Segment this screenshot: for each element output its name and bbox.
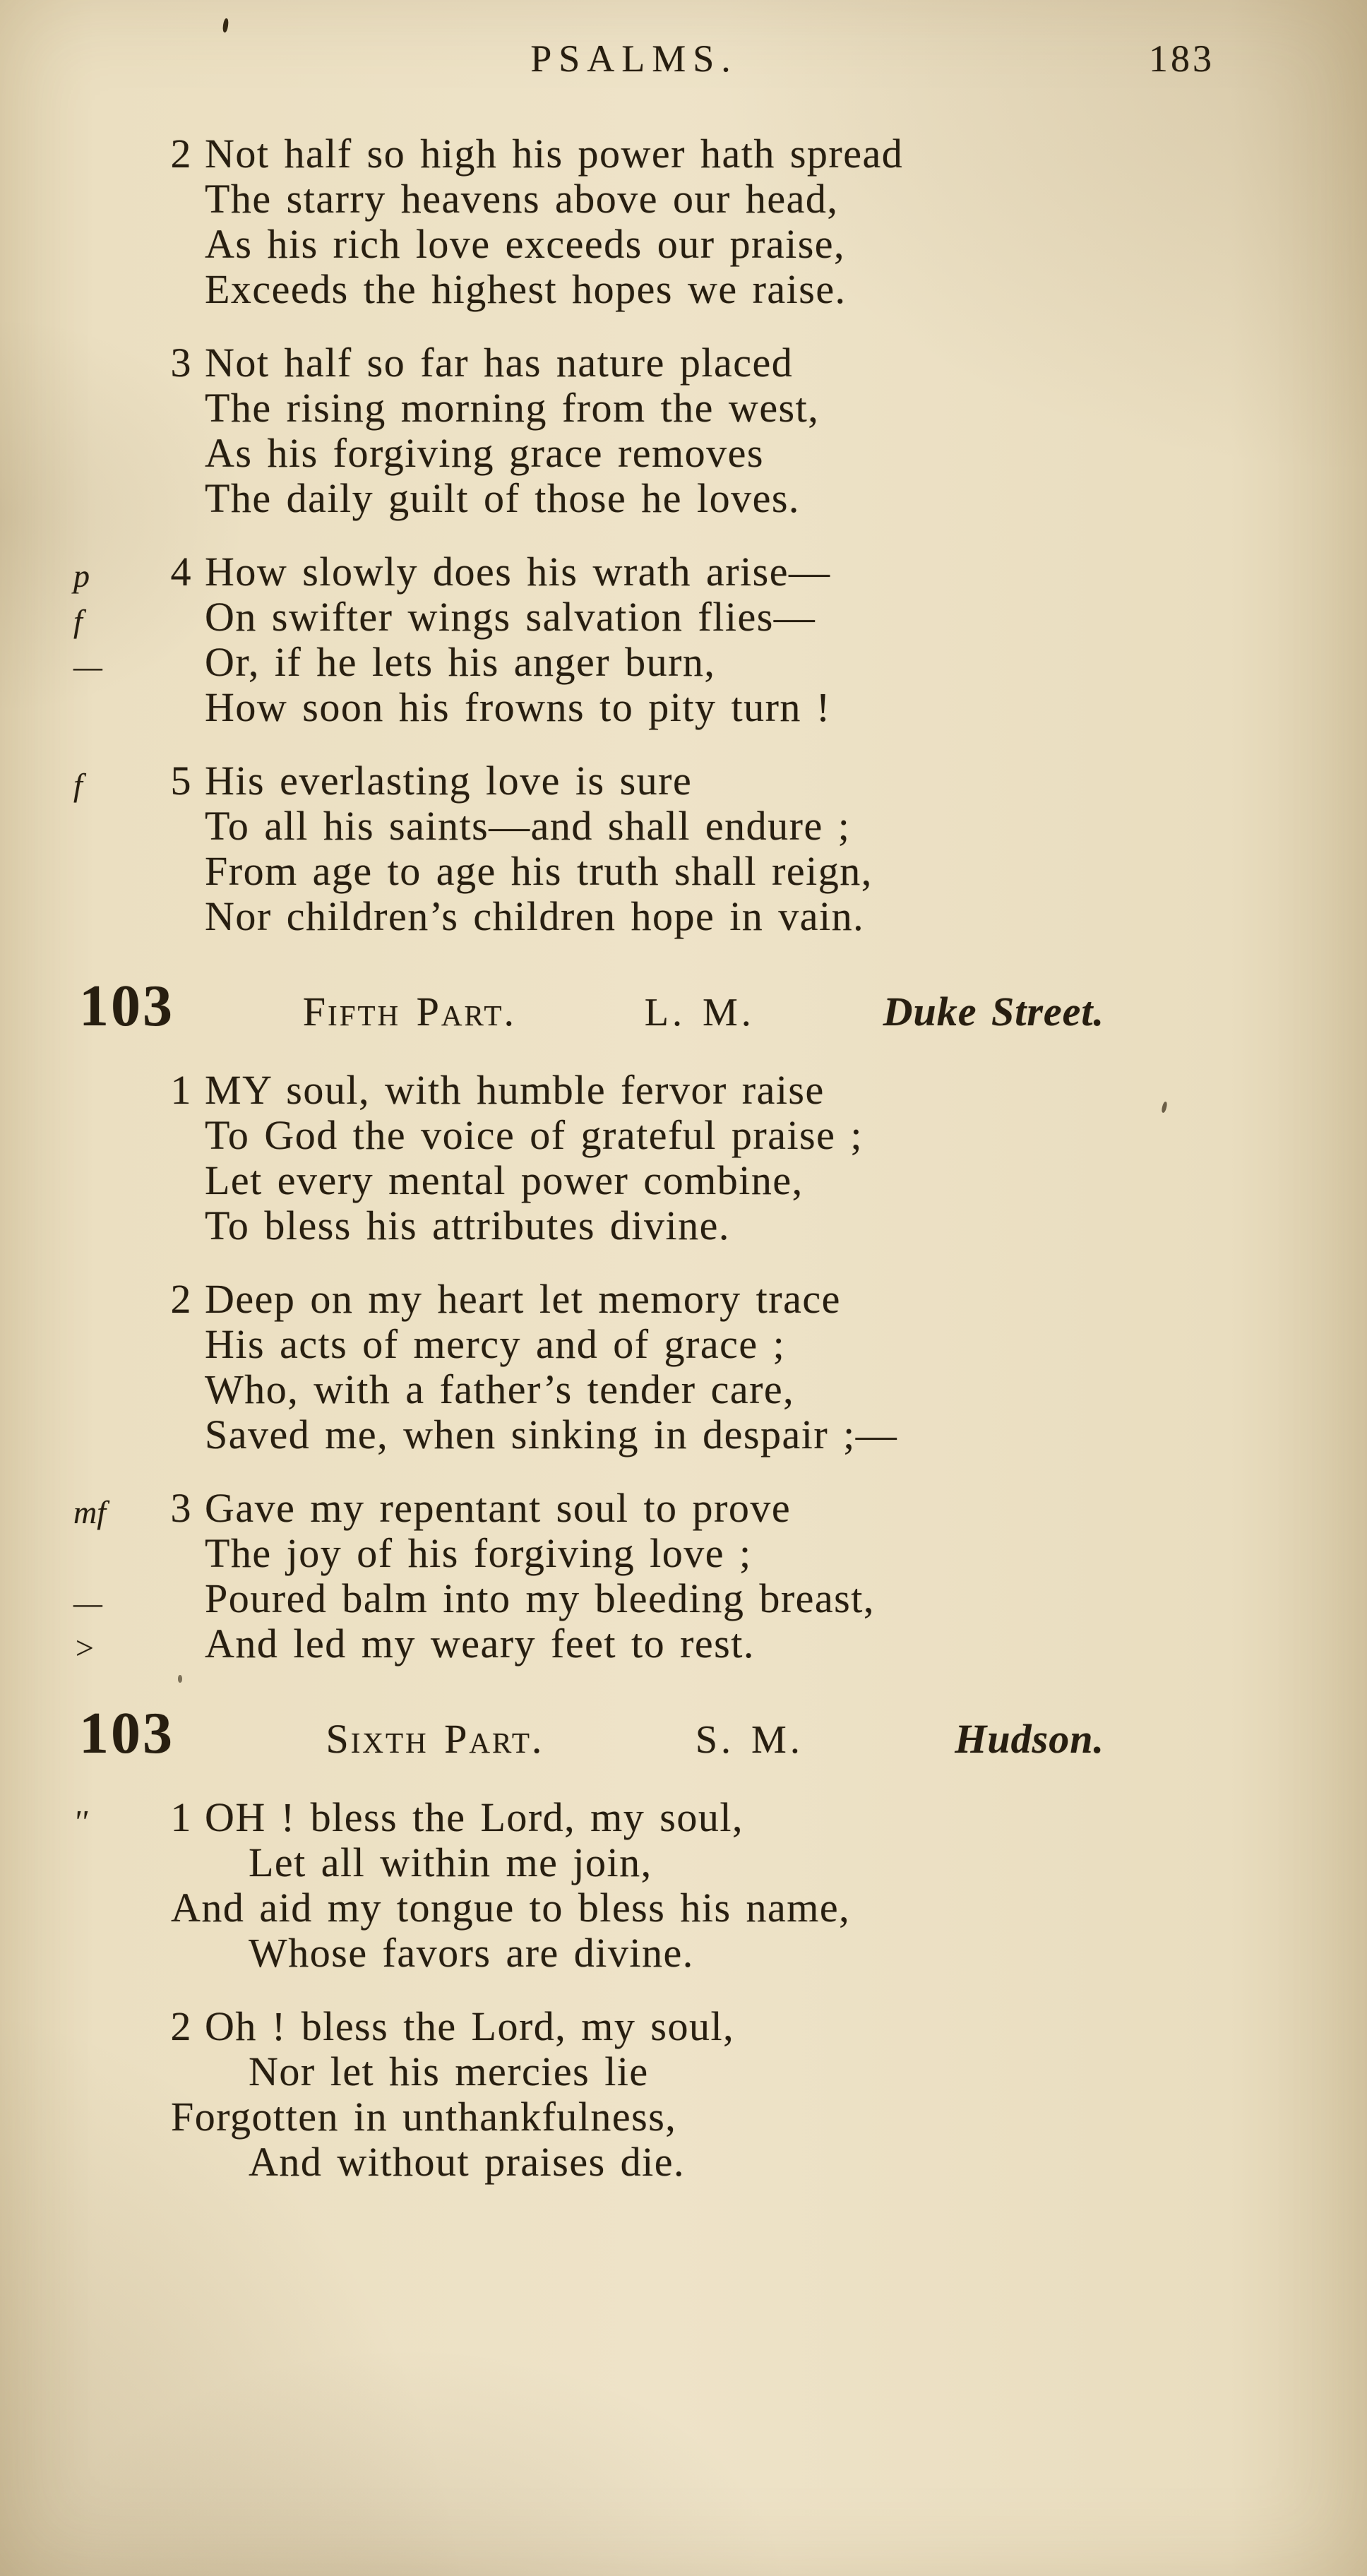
- dynamic-mark: —: [73, 1585, 102, 1621]
- verse-text: Not half so high his power hath spread: [205, 131, 904, 177]
- verse-text: Let every mental power combine,: [205, 1157, 804, 1203]
- running-title: PSALMS.: [530, 37, 738, 80]
- verse-text: From age to age his truth shall reign,: [205, 848, 873, 894]
- verse-text: On swifter wings salvation flies—: [205, 594, 816, 640]
- verse-text: Nor let his mercies lie: [249, 2049, 649, 2094]
- verse-line: [0, 431, 1367, 476]
- verse-text: Saved me, when sinking in despair ;—: [205, 1412, 898, 1457]
- verse-line: [0, 595, 1367, 640]
- verse-line: [0, 2004, 1367, 2049]
- verse-text: Let all within me join,: [249, 1839, 652, 1885]
- hymn-tune: Hudson.: [955, 1716, 1104, 1762]
- verse-text: To bless his attributes divine.: [205, 1203, 730, 1248]
- verse-line: [0, 1113, 1367, 1158]
- dynamic-mark: p: [73, 558, 90, 594]
- verse-number: 1: [170, 1794, 192, 1840]
- verse-text: How soon his frowns to pity turn !: [205, 684, 831, 730]
- verse-line: [0, 476, 1367, 521]
- verse-line: [0, 177, 1367, 222]
- dynamic-mark: '': [73, 1803, 88, 1839]
- verse-line: [0, 2140, 1367, 2185]
- verse-line: [0, 685, 1367, 730]
- hymn-number: 103: [79, 1700, 174, 1766]
- verse: [0, 131, 1367, 312]
- verse-text: Or, if he lets his anger burn,: [205, 639, 716, 685]
- verse-line: [0, 267, 1367, 312]
- verse-text: And without praises die.: [249, 2139, 686, 2185]
- page-number: 183: [1149, 37, 1214, 80]
- verse-text: Deep on my heart let memory trace: [205, 1276, 841, 1322]
- verse-line: [0, 1068, 1367, 1113]
- verse-number: 3: [170, 340, 192, 386]
- verse-line: [0, 1621, 1367, 1666]
- verse-line: [0, 340, 1367, 386]
- hymn-number: 103: [79, 973, 174, 1039]
- verse-text: How slowly does his wrath arise—: [205, 549, 831, 595]
- verse-text: To God the voice of grateful praise ;: [205, 1112, 863, 1158]
- verse-text: Nor children’s children hope in vain.: [205, 893, 865, 939]
- verse-line: [0, 1840, 1367, 1885]
- hymn-tune: Duke Street.: [883, 989, 1104, 1034]
- dynamic-mark: f: [73, 603, 83, 639]
- verse-line: [0, 1931, 1367, 1976]
- verse-line: [0, 1322, 1367, 1367]
- verse: [0, 340, 1367, 521]
- verse-line: [0, 1576, 1367, 1621]
- verse-text: The daily guilt of those he loves.: [205, 475, 800, 521]
- verse-text: The rising morning from the west,: [205, 385, 820, 431]
- verse-line: [0, 804, 1367, 849]
- verse-text: The joy of his forgiving love ;: [205, 1530, 752, 1576]
- verse-number: 2: [170, 131, 192, 177]
- verse-number: 5: [170, 758, 192, 804]
- verse-text: As his rich love exceeds our praise,: [205, 221, 846, 267]
- verse-text: As his forgiving grace removes: [205, 430, 764, 476]
- verse-text: The starry heavens above our head,: [205, 176, 839, 222]
- verse-text: Forgotten in unthankfulness,: [171, 2094, 677, 2140]
- hymn-part: Fifth Part.: [302, 989, 516, 1034]
- verse-line: [0, 758, 1367, 804]
- dynamic-mark: f: [73, 767, 83, 803]
- verse: [0, 758, 1367, 939]
- verse: [0, 549, 1367, 730]
- verse-text: Poured balm into my bleeding breast,: [205, 1575, 875, 1621]
- verse-number: 2: [170, 2003, 192, 2049]
- running-head: [0, 0, 1367, 88]
- verse-text: Not half so far has nature placed: [205, 340, 794, 386]
- verse-line: [0, 1486, 1367, 1531]
- dynamic-mark: —: [73, 648, 102, 684]
- verse-line: [0, 131, 1367, 177]
- verse-line: [0, 849, 1367, 894]
- verse-text: Gave my repentant soul to prove: [205, 1485, 792, 1531]
- hymn-heading: [0, 973, 1367, 1039]
- verse-line: [0, 1277, 1367, 1322]
- verse-text: Exceeds the highest hopes we raise.: [205, 266, 847, 312]
- verse: [0, 1068, 1367, 1248]
- verse-text: Oh ! bless the Lord, my soul,: [205, 2003, 735, 2049]
- verse-text: His everlasting love is sure: [205, 758, 693, 804]
- verse-line: [0, 549, 1367, 595]
- verse-line: [0, 1203, 1367, 1248]
- verse: [0, 1277, 1367, 1457]
- verse-line: [0, 386, 1367, 431]
- verse-number: 2: [170, 1276, 192, 1322]
- hymn-meter: S. M.: [695, 1718, 804, 1762]
- verse-line: [0, 640, 1367, 685]
- verse-number: 4: [170, 549, 192, 595]
- dynamic-mark: >: [73, 1630, 96, 1666]
- verse-text: His acts of mercy and of grace ;: [205, 1321, 786, 1367]
- verse-text: And aid my tongue to bless his name,: [171, 1885, 851, 1931]
- verse-line: [0, 2094, 1367, 2140]
- verse-number: 3: [170, 1485, 192, 1531]
- verse-text: Who, with a father’s tender care,: [205, 1366, 795, 1412]
- verse-line: [0, 894, 1367, 939]
- verse-text: OH ! bless the Lord, my soul,: [205, 1794, 744, 1840]
- verse: [0, 2004, 1367, 2185]
- verse-text: To all his saints—and shall endure ;: [205, 803, 851, 849]
- verse-text: MY soul, with humble fervor raise: [205, 1067, 825, 1113]
- verse-line: [0, 1885, 1367, 1931]
- verse-line: [0, 1367, 1367, 1412]
- verse-line: [0, 1158, 1367, 1203]
- verse: [0, 1795, 1367, 1976]
- verse-line: [0, 1412, 1367, 1457]
- verse-text: Whose favors are divine.: [249, 1930, 694, 1976]
- verse-line: [0, 1531, 1367, 1576]
- hymn-heading: [0, 1700, 1367, 1766]
- text-block: [0, 131, 1367, 2185]
- verse-line: [0, 1795, 1367, 1840]
- verse-line: [0, 2049, 1367, 2094]
- dynamic-mark: mf: [73, 1494, 106, 1530]
- hymn-meter: L. M.: [644, 991, 755, 1034]
- verse-text: And led my weary feet to rest.: [205, 1621, 755, 1666]
- hymn-part: Sixth Part.: [326, 1716, 544, 1762]
- ink-speck: [178, 1675, 182, 1683]
- verse-number: 1: [170, 1067, 192, 1113]
- verse-line: [0, 222, 1367, 267]
- verse: [0, 1486, 1367, 1666]
